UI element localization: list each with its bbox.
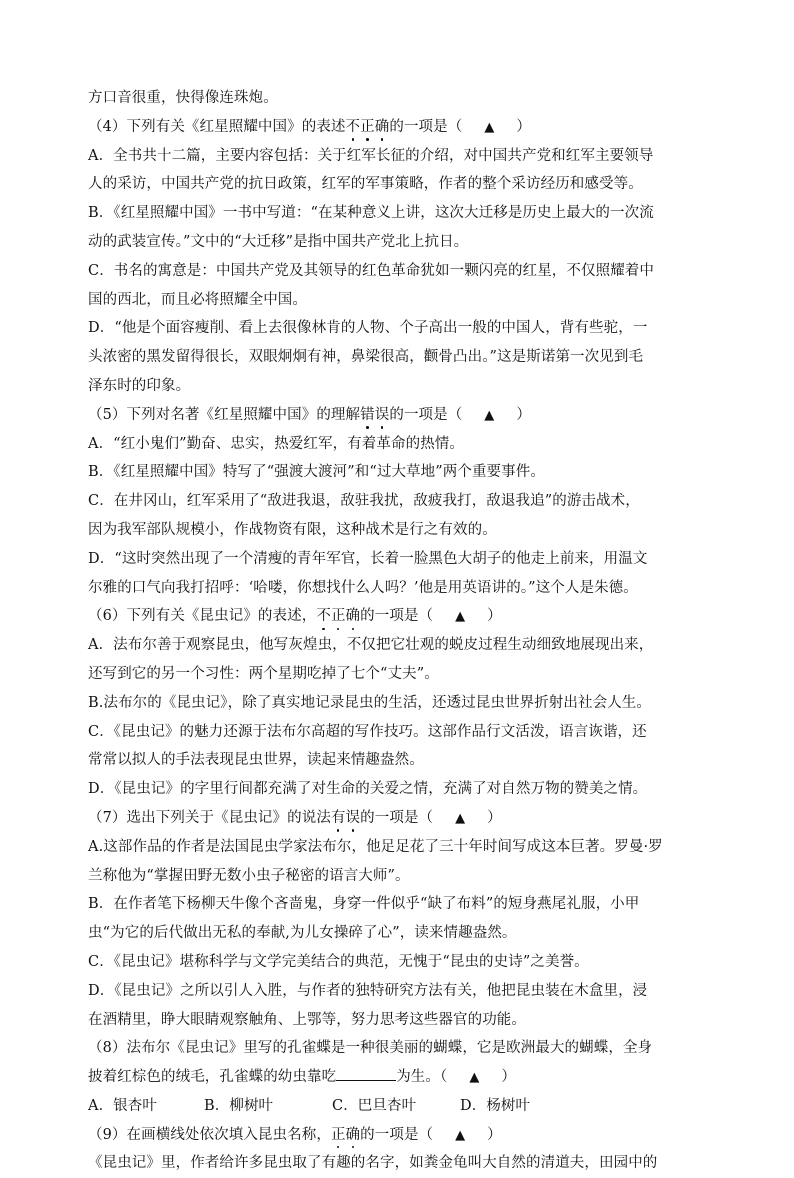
- answer-triangle-icon: ▲: [484, 407, 495, 423]
- question-text-tail: 的一项是（: [389, 118, 463, 135]
- text-line: 因为我军部队规模小，作战物资有限，这种战术是行之有效的。: [88, 521, 497, 538]
- text-line: D．《昆虫记》的字里行间都充满了对生命的关爱之情，充满了对自然万物的赞美之情。: [88, 781, 648, 798]
- question-text-tail: 的一项是（: [360, 1126, 434, 1143]
- answer-triangle-icon: ▲: [484, 119, 495, 135]
- question-line: [88, 804, 718, 833]
- question-text-tail: 为生。（: [396, 1069, 448, 1086]
- close-paren: ）: [501, 1069, 516, 1086]
- text-line: C．《昆虫记》堪称科学与文学完美结合的典范，无愧于“昆虫的史诗”之美誉。: [88, 953, 589, 970]
- question-text: （9）在画横线处依次填入昆虫名称，: [88, 1126, 331, 1143]
- question-text-tail: 的一项是（: [360, 809, 434, 826]
- text-line: B．《红星照耀中国》一书中写道：“在某种意义上讲，这次大迁移是历史上最大的一次流: [88, 205, 654, 222]
- answer-triangle-icon: ▲: [455, 810, 466, 826]
- question-line: [88, 113, 718, 142]
- question-text: 披着红棕色的绒毛，孔雀蝶的幼虫靠吃: [88, 1069, 337, 1086]
- emphasis-dotted: 错误: [360, 407, 389, 423]
- text-line: 尔雅的口气向我打招呼：‘哈喽，你想找什么人吗？’他是用英语讲的。”这个人是朱德。: [88, 579, 638, 596]
- text-line: 动的武装宣传。”文中的“大迁移”是指中国共产党北上抗日。: [88, 233, 469, 250]
- question-text-tail: 的一项是（: [360, 608, 434, 625]
- fill-blank-line: [88, 1063, 718, 1092]
- text-line: A.这部作品的作者是法国昆虫学家法布尔，他足足花了三十年时间写成这本巨著。罗曼·罗: [88, 838, 663, 855]
- answer-blank: [336, 1066, 396, 1081]
- emphasis-dotted: 不正确: [346, 119, 390, 135]
- close-paren: ）: [487, 608, 502, 625]
- close-paren: ）: [516, 118, 531, 135]
- question-line: [88, 1034, 718, 1063]
- question-text: （6）下列有关《昆虫记》的表述，: [88, 608, 317, 625]
- question-text: （8）法布尔《昆虫记》里写的孔雀蝶是一种很美丽的蝴蝶，它是欧洲最大的蝴蝶，全身: [88, 1040, 653, 1057]
- text-line: 在酒精里，睁大眼睛观察触角、上鄂等，努力思考这些器官的功能。: [88, 1011, 526, 1028]
- text-line: 人的采访，中国共产党的抗日政策，红军的军事策略，作者的整个采访经历和感受等。: [88, 176, 643, 193]
- text-line: A．法布尔善于观察昆虫，他写灰煌虫，不仅把它壮观的蜕皮过程生动细致地展现出来，: [88, 637, 654, 654]
- document-page: [88, 84, 718, 1178]
- text-line: 兰称他为“掌握田野无数小虫子秘密的语言大师”。: [88, 867, 410, 884]
- text-line: 《昆虫记》里，作者给许多昆虫取了有趣的名字，如粪金龟叫大自然的清道夫，田园中的: [88, 1155, 658, 1172]
- text-line: D．“这时突然出现了一个清瘦的青年军官，长着一脸黑色大胡子的他走上前来，用温文: [88, 550, 648, 567]
- question-line: [88, 1121, 718, 1150]
- text-line: 常常以拟人的手法表现昆虫世界，读起来情趣盎然。: [88, 752, 424, 769]
- text-line: C．《昆虫记》的魅力还源于法布尔高超的写作技巧。这部作品行文活泼，语言诙谐，还: [88, 723, 647, 740]
- close-paren: ）: [487, 809, 502, 826]
- option-3: D．杨树叶: [460, 1097, 531, 1114]
- question-line: [88, 602, 718, 631]
- text-line: B．《红星照耀中国》特写了“强渡大渡河”和“过大草地”两个重要事件。: [88, 464, 545, 481]
- emphasis-dotted: 不正确: [316, 608, 360, 624]
- option-0: A．银杏叶: [88, 1097, 157, 1114]
- text-line: C．在井冈山，红军采用了“敌进我退，敌驻我扰，敌疲我打，敌退我追”的游击战术，: [88, 493, 640, 510]
- text-line: 虫“为它的后代做出无私的奉献,为儿女操碎了心”，读来情趣盎然。: [88, 925, 517, 942]
- answer-triangle-icon: ▲: [455, 1127, 466, 1143]
- options-line: [88, 1092, 718, 1121]
- option-1: B．柳树叶: [204, 1097, 274, 1114]
- question-line: [88, 401, 718, 430]
- text-line: B.法布尔的《昆虫记》，除了真实地记录昆虫的生活，还透过昆虫世界折射出社会人生。: [88, 694, 652, 711]
- question-text: （5）下列对名著《红星照耀中国》的理解: [88, 406, 361, 423]
- text-line: B．在作者笔下杨柳天牛像个吝啬鬼，身穿一件似乎“缺了布料”的短身燕尾礼服，小甲: [88, 896, 640, 913]
- text-line: D．“他是个面容瘦削、看上去很像林肯的人物、个子高出一般的中国人，背有些驼，一: [88, 320, 648, 337]
- question-text: （7）选出下列关于《昆虫记》的说法: [88, 809, 331, 826]
- emphasis-dotted: 正确: [331, 1127, 360, 1143]
- text-line: 方口音很重，快得像连珠炮。: [88, 90, 278, 106]
- text-line: 头浓密的黑发留得很长，双眼炯炯有神，鼻梁很高，颧骨凸出。”这是斯诺第一次见到毛: [88, 349, 644, 366]
- text-line: 泽东时的印象。: [88, 377, 191, 394]
- text-line: D．《昆虫记》之所以引人入胜，与作者的独特研究方法有关，他把昆虫装在木盒里，浸: [88, 982, 648, 999]
- emphasis-dotted: 有误: [331, 810, 360, 826]
- answer-triangle-icon: ▲: [469, 1070, 480, 1086]
- close-paren: ）: [516, 406, 531, 423]
- option-2: C．巴旦杏叶: [332, 1097, 417, 1114]
- close-paren: ）: [487, 1126, 502, 1143]
- answer-triangle-icon: ▲: [455, 609, 466, 625]
- text-line: 还写到它的另一个习性：两个星期吃掉了七个“丈夫”。: [88, 665, 439, 682]
- text-line: C．书名的寓意是：中国共产党及其领导的红色革命犹如一颗闪亮的红星，不仅照耀着中: [88, 262, 654, 279]
- text-line: A．“红小鬼们”勤奋、忠实，热爱红军，有着革命的热情。: [88, 435, 464, 452]
- question-text: （4）下列有关《红星照耀中国》的表述: [88, 118, 346, 135]
- text-line: 国的西北，而且必将照耀全中国。: [88, 291, 307, 308]
- question-text-tail: 的一项是（: [389, 406, 463, 423]
- text-line: A．全书共十二篇，主要内容包括：关于红军长征的介绍，对中国共产党和红军主要领导: [88, 147, 654, 164]
